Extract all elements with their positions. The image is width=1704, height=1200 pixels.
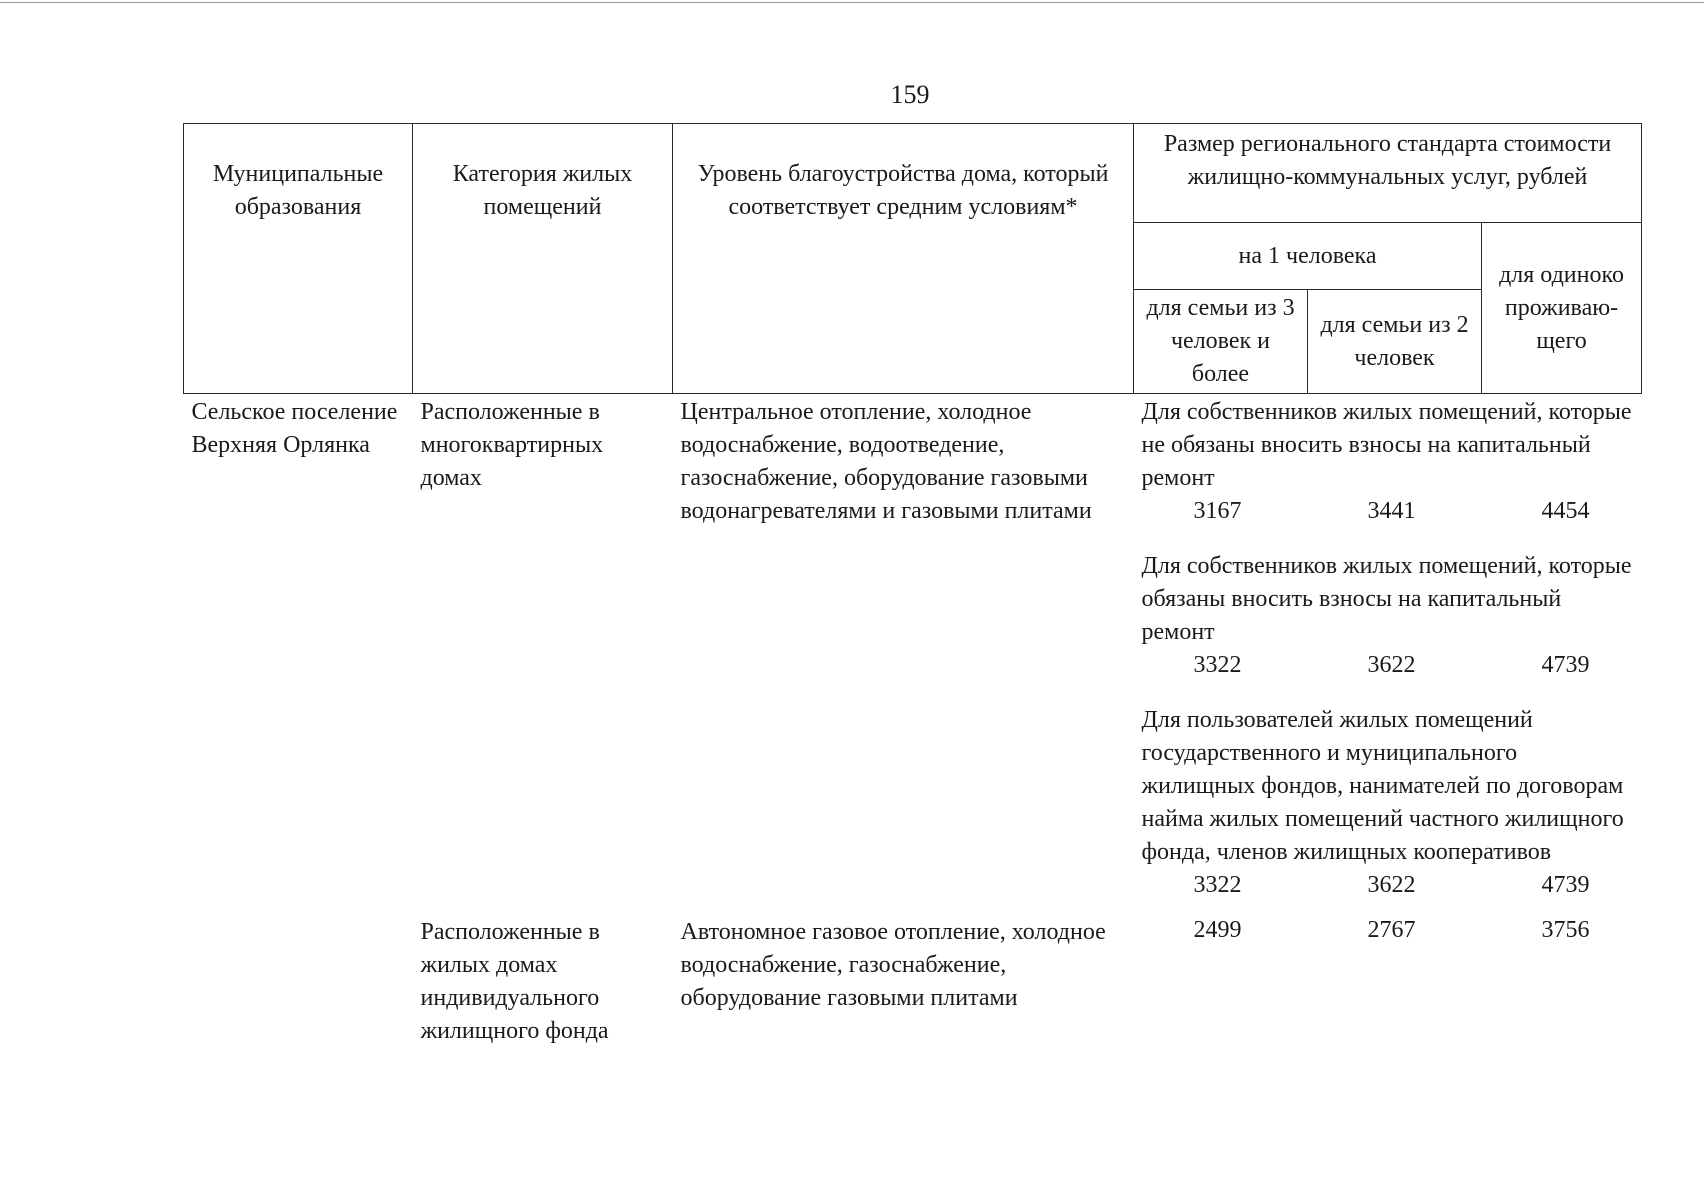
header-standard-size: Размер регионального стандарта стоимости жилищно-коммунальных услуг, рублей (1134, 124, 1642, 223)
level-cell (673, 914, 1134, 1048)
municipality-name: Сельское поселение Верхняя Орлянка (191, 399, 398, 458)
category-cell (413, 914, 673, 1048)
value-family-2: 3622 (1367, 652, 1416, 678)
municipality-cell (184, 914, 413, 1048)
value-single: 4454 (1541, 498, 1590, 524)
header-single: для одиноко проживаю-щего (1482, 223, 1642, 394)
value-single: 4739 (1541, 652, 1590, 678)
values-cell (1134, 914, 1642, 1048)
table-row (184, 394, 1642, 915)
owner-group-label: Для собственников жилых помещений, которые обязаны вносить взносы на капитальный ремонт (1141, 553, 1632, 645)
municipality-cell (184, 394, 413, 915)
value-family-3: 2499 (1193, 917, 1242, 943)
header-family-3: для семьи из 3 человек и более (1134, 290, 1308, 394)
header-family-2: для семьи из 2 человек (1308, 290, 1482, 394)
page-number: 159 (890, 80, 930, 109)
level-cell (673, 394, 1134, 915)
value-family-2: 2767 (1367, 917, 1416, 943)
value-single: 4739 (1541, 872, 1590, 898)
value-family-2: 3441 (1367, 498, 1416, 524)
tenant-group-label: Для пользователей жилых помещений государственного и муниципального жилищных фондов, нанимателей по договорам найма жилых помещений частного жилищного фонда, членов жилищных кооперативов (1141, 707, 1624, 865)
municipality-name (192, 914, 405, 916)
level-text: Автономное газовое отопление, холодное водоснабжение, газоснабжение, оборудование газовыми плитами (680, 919, 1106, 1011)
level-text: Центральное отопление, холодное водоснабжение, водоотведение, газоснабжение, оборудование газовыми водонагревателями и газовыми плитами (680, 399, 1092, 524)
category-text: Расположенные в многоквартирных домах (420, 399, 604, 491)
value-row (1142, 495, 1634, 528)
standard-cost-table (183, 123, 1642, 1048)
value-family-3: 3167 (1193, 498, 1242, 524)
value-row (1142, 914, 1634, 947)
value-row (1142, 869, 1634, 902)
value-family-3: 3322 (1193, 872, 1242, 898)
value-single: 3756 (1541, 917, 1590, 943)
value-row (1142, 649, 1634, 682)
value-family-3: 3322 (1193, 652, 1242, 678)
value-family-2: 3622 (1367, 872, 1416, 898)
header-per-person: на 1 человека (1134, 223, 1482, 290)
category-cell (413, 394, 673, 915)
table-row (184, 914, 1642, 1048)
header-level: Уровень благоустройства дома, который соответствует средним условиям* (673, 124, 1134, 394)
values-cell (1134, 394, 1642, 915)
header-municipalities: Муниципальные образования (184, 124, 413, 394)
top-rule (0, 2, 1704, 3)
category-text: Расположенные в жилых домах индивидуального жилищного фонда (420, 919, 609, 1044)
header-category: Категория жилых помещений (413, 124, 673, 394)
owner-group-label: Для собственников жилых помещений, которые не обязаны вносить взносы на капитальный ремонт (1141, 399, 1632, 491)
